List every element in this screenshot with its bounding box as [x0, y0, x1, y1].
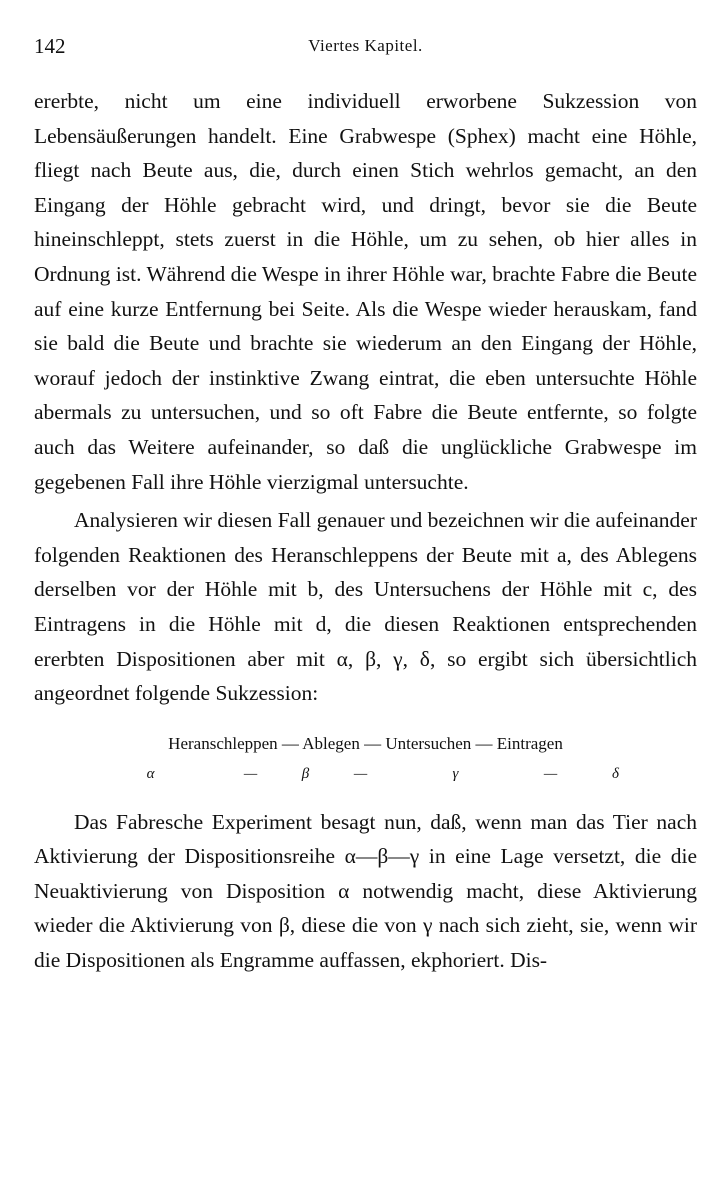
body-text — [34, 84, 697, 978]
page-number: 142 — [34, 34, 66, 58]
disposition-beta: β — [301, 765, 310, 782]
dash: — — [243, 765, 258, 782]
disposition-sequence — [34, 759, 697, 789]
disposition-delta: δ — [612, 765, 619, 782]
dash: — — [353, 765, 368, 782]
sequence-scheme — [34, 729, 697, 789]
dash: — — [543, 765, 558, 782]
paragraph-1: ererbte, nicht um eine individuell erworbene Sukzession von Lebensäußerungen handelt. Eine Grabwespe (Sphex) macht eine Höhle, fliegt nach Beute aus, die, durch einen Stich wehrlos gemacht, an den Eingang der Höhle gebracht wird, und dringt, bevor sie die Beute hineinschleppt, stets zuerst in die Höhle, um zu sehen, ob hier alles in Ordnung ist. Während die Wespe in ihrer Höhle war, brachte Fabre die Beute auf eine kurze Entfernung bei Seite. Als die Wespe wieder herauskam, fand sie bald die Beute und brachte sie wiederum an den Eingang der Höhle, worauf jedoch der instinktive Zwang eintrat, die eben untersuchte Höhle abermals zu untersuchen, und so oft Fabre die Beute entfernte, so folgte auch das Weitere aufeinander, so daß die unglückliche Grabwespe im gegebenen Fall ihre Höhle vierzigmal untersuchte. — [34, 89, 697, 494]
disposition-alpha: α — [146, 765, 155, 782]
paragraph-3: Das Fabresche Experiment besagt nun, daß, wenn man das Tier nach Aktivierung der Dispositionsreihe α—β—γ in eine Lage versetzt, die die Neuaktivierung von Disposition α notwendig macht, diese Aktivierung wieder die Aktivierung von β, diese die von γ nach sich zieht, sie, wenn wir die Dispositionen als Engramme auffassen, ekphoriert. Dis- — [34, 809, 697, 973]
reaction-sequence: Heranschleppen — Ablegen — Untersuchen — Eintragen — [168, 733, 563, 753]
page-header — [34, 30, 697, 64]
book-page — [34, 30, 697, 978]
running-title: Viertes Kapitel. — [308, 36, 423, 55]
disposition-gamma: γ — [452, 765, 459, 782]
paragraph-2: Analysieren wir diesen Fall genauer und bezeichnen wir die aufeinander folgenden Reaktionen des Heranschleppens der Beute mit a, des Ablegens derselben vor der Höhle mit b, des Untersuchens der Höhle mit c, des Eintragens in die Höhle mit d, die diesen Reaktionen entsprechenden ererbten Dispositionen aber mit α, β, γ, δ, so ergibt sich übersichtlich angeordnet folgende Sukzession: — [34, 508, 697, 706]
